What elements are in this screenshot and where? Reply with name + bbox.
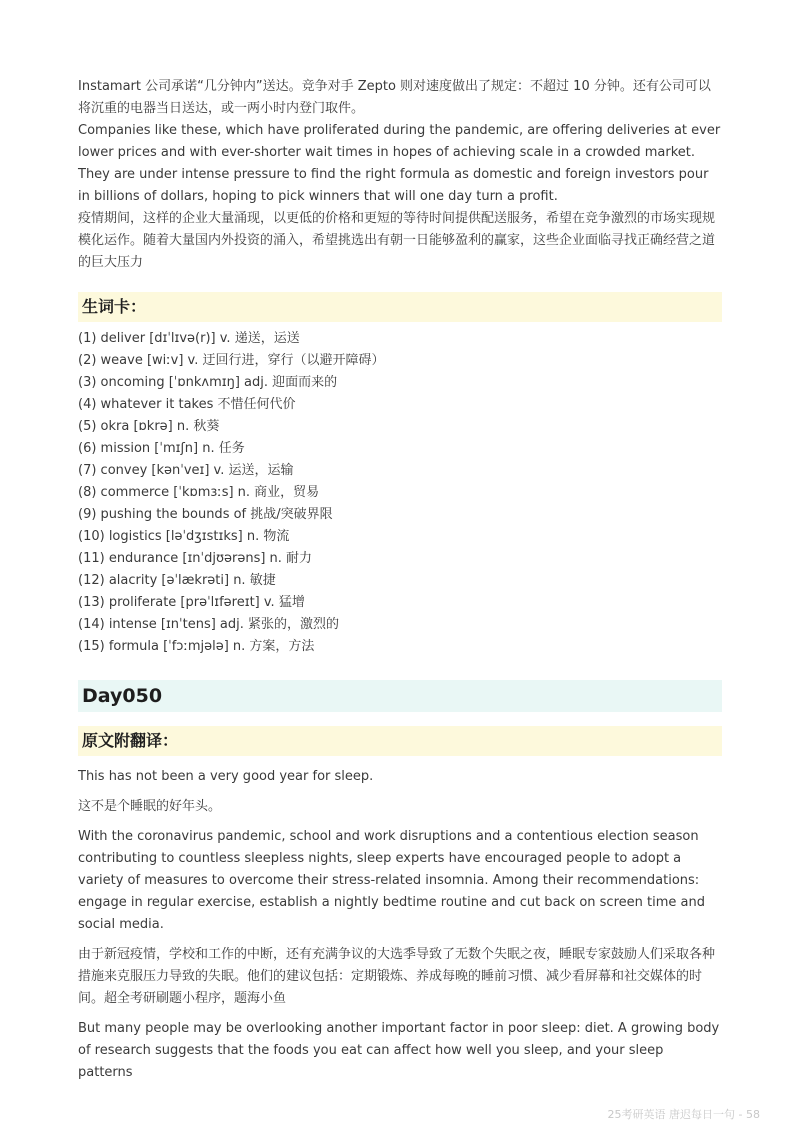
intro-chinese-2: 疫情期间，这样的企业大量涌现，以更低的价格和更短的等待时间提供配送服务，希望在竞争激烈的市场实现规模化运作。随着大量国内外投资的涌入，希望挑选出有朝一日能够盈利的赢家，这些企业面临寻找正确经营之道的巨大压力	[78, 211, 716, 270]
vocab-item: (11) endurance [ɪnˈdjʊərəns] n. 耐力	[78, 551, 313, 566]
vocab-heading: 生词卡：	[78, 292, 722, 322]
article-p2-chinese: 由于新冠疫情，学校和工作的中断，还有充满争议的大选季导致了无数个失眠之夜，睡眠专家鼓励人们采取各种措施来克服压力导致的失眠。他们的建议包括：定期锻炼、养成每晚的睡前习惯、减少看屏幕和社交媒体的时间。超全考研刷题小程序，题海小鱼	[78, 947, 716, 1006]
translation-heading: 原文附翻译：	[78, 726, 722, 756]
vocab-item: (5) okra [ɒkrə] n. 秋葵	[78, 419, 220, 434]
vocab-item: (7) convey [kənˈveɪ] v. 运送，运输	[78, 463, 294, 478]
article-body	[78, 766, 722, 1084]
article-p2-english: With the coronavirus pandemic, school and work disruptions and a contentious election season contributing to countless sleepless nights, sleep experts have encouraged people to adopt a variety of measures to overcome their stress-related insomnia. Among their recommendations: engage in regular exercise, establish a nightly bedtime routine and cut back on screen time and social media.	[78, 829, 705, 932]
vocab-item: (12) alacrity [əˈlækrəti] n. 敏捷	[78, 573, 276, 588]
article-p1-english: This has not been a very good year for sleep.	[78, 769, 374, 784]
vocab-item: (13) proliferate [prəˈlɪfəreɪt] v. 猛增	[78, 595, 305, 610]
vocab-item: (4) whatever it takes 不惜任何代价	[78, 397, 296, 412]
intro-chinese-1: Instamart 公司承诺“几分钟内”送达。竞争对手 Zepto 则对速度做出了规定：不超过 10 分钟。还有公司可以将沉重的电器当日送达，或一两小时内登门取件。	[78, 79, 711, 116]
vocab-item: (3) oncoming [ˈɒnkʌmɪŋ] adj. 迎面而来的	[78, 375, 338, 390]
vocab-item: (8) commerce [ˈkɒmɜːs] n. 商业，贸易	[78, 485, 320, 500]
article-p3-english: But many people may be overlooking another important factor in poor sleep: diet. A growing body of research suggests that the foods you eat can affect how well you sleep, and your sleep patterns	[78, 1021, 720, 1080]
vocab-item: (15) formula [ˈfɔːmjələ] n. 方案，方法	[78, 639, 315, 654]
vocab-item: (6) mission [ˈmɪʃn] n. 任务	[78, 441, 245, 456]
intro-english: Companies like these, which have proliferated during the pandemic, are offering deliveries at ever lower prices and with ever-shorter wait times in hopes of achieving scale in a crowded market. They are under intense pressure to find the right formula as domestic and foreign investors pour in billions of dollars, hoping to pick winners that will one day turn a profit.	[78, 123, 721, 204]
page-footer: 25考研英语 唐迟每日一句 - 58	[607, 1108, 760, 1121]
vocab-item: (2) weave [wiːv] v. 迂回行进，穿行（以避开障碍）	[78, 353, 385, 368]
vocab-item: (14) intense [ɪnˈtens] adj. 紧张的，激烈的	[78, 617, 340, 632]
day-title: Day050	[78, 680, 722, 712]
page-content	[78, 76, 722, 1092]
vocab-list	[78, 328, 722, 658]
article-p1-chinese: 这不是个睡眠的好年头。	[78, 799, 222, 814]
vocab-item: (1) deliver [dɪˈlɪvə(r)] v. 递送，运送	[78, 331, 300, 346]
vocab-item: (10) logistics [ləˈdʒɪstɪks] n. 物流	[78, 529, 290, 544]
vocab-item: (9) pushing the bounds of 挑战/突破界限	[78, 507, 333, 522]
